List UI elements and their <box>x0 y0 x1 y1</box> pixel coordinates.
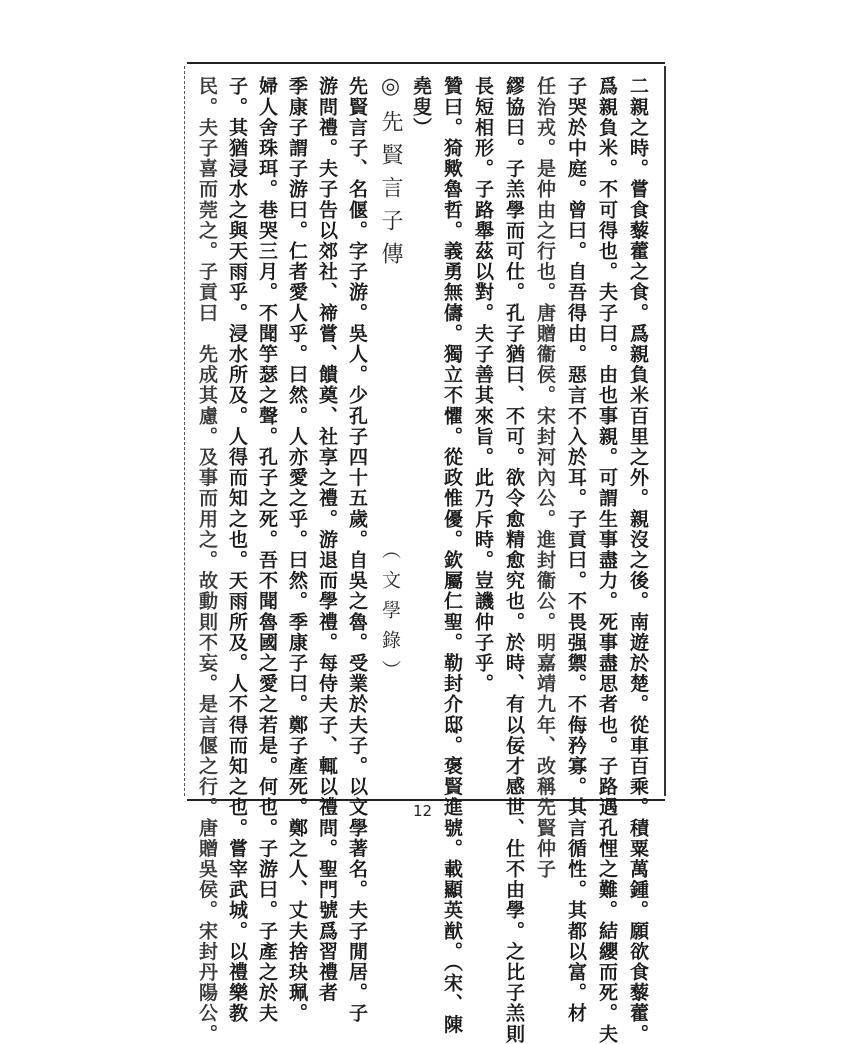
section-column-2: 游問禮。夫子告以郊社、禘嘗、饋奠、社享之禮。游退而學禮。每侍夫子、輒以禮問。聖門號爲習禮者 <box>316 76 338 1003</box>
frame-right-rule <box>664 66 666 796</box>
text-column-1: 二親之時。嘗食藜藿之食。爲親負米百里之外。親沒之後。南遊於楚。從車百乘。積粟萬鍾。願欲食藜藿。 <box>627 76 649 1044</box>
text-column-8: 堯叟） <box>410 76 432 138</box>
text-column-6: 長短相形。子路舉茲以對。夫子善其來旨。此乃斥時。豈譏仲子乎。 <box>472 76 494 694</box>
section-heading-title: ◎先賢言子傳 <box>378 74 403 275</box>
section-column-6: 民。夫子喜而莞之。子貢曰 先成其慮。及事而用之。故動則不妄。是言偃之行。唐贈吳侯。宋封丹陽公。 <box>196 76 218 1044</box>
page-number: 12 <box>413 802 433 820</box>
text-column-2: 爲親負米。不可得也。夫子曰。由也事親。可謂生事盡力。死事盡思者也。子路遇孔悝之難。結纓而死。夫 <box>596 76 618 1044</box>
section-column-4: 婦人舍珠珥。巷哭三月。不聞竽瑟之聲。孔子之死。吾不聞魯國之愛之若是。何也。子游曰。子產之於夫 <box>256 76 278 1024</box>
text-column-4: 任治戎。是仲由之行也。唐贈衞侯。宋封河內公。進封衞公。明嘉靖九年、改稱先賢仲子 <box>534 76 556 880</box>
section-column-1: 先賢言子、名偃。字子游。吳人。少孔子四十五歲。自吳之魯。受業於夫子。以文學著名。夫子閒居。子 <box>346 76 368 1024</box>
text-column-3: 子哭於中庭。曾曰。自吾得由。惡言不入於耳。子貢曰。不畏强禦。不侮矜寡。其言循性。其都以富。材 <box>565 76 587 1024</box>
section-heading-source: （文學錄） <box>379 540 401 690</box>
frame-left-rule <box>184 66 186 796</box>
text-column-5: 繆協曰。子羔學而可仕。孔子猶曰、不可。欲令愈精愈究也。於時、有以佞才感世、仕不由學。之比子羔則 <box>503 76 525 1044</box>
section-column-5: 子。其猶浸水之與天雨乎。浸水所及。人得而知之也。天雨所及。人不得而知之也。嘗宰武城。以禮樂教 <box>226 76 248 1024</box>
section-column-3: 季康子謂子游曰。仁者愛人乎。曰然。人亦愛之乎。曰然。季康子曰。鄭子產死。鄭之人、丈夫捨玦珮。 <box>286 76 308 1024</box>
text-column-7: 贊曰。猗歟魯哲。義勇無儔。獨立不懼。從政惟優。欽屬仁聖。勒封介邸。褒賢進號。載顯英猷。（宋、陳 <box>441 76 463 1035</box>
